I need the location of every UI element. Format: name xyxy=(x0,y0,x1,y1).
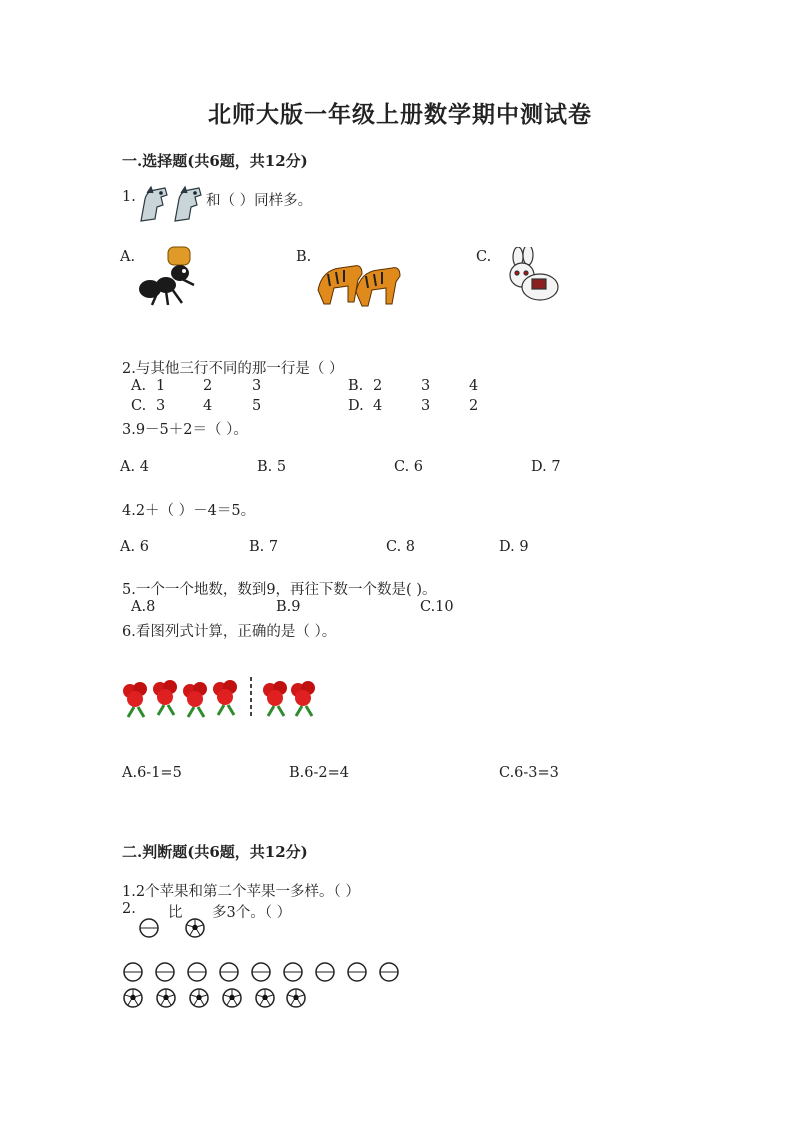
s2-q2-number: 2. xyxy=(122,901,136,917)
soccer-ball-icon xyxy=(256,989,274,1007)
page-title: 北师大版一年级上册数学期中测试卷 xyxy=(208,101,592,128)
beach-ball-icon xyxy=(316,963,334,981)
q2-row-c-n2: 4 xyxy=(203,398,213,414)
s2-q2-word2: 多3个。（ ） xyxy=(212,905,292,921)
beach-ball-icon xyxy=(284,963,302,981)
ant-icon xyxy=(139,247,194,305)
q2-row-d-n2: 3 xyxy=(421,398,431,414)
rabbit-image xyxy=(496,247,566,309)
soccer-ball-icon xyxy=(184,917,206,939)
q4-option-b: B. 7 xyxy=(249,539,279,555)
q2-row-b-n2: 3 xyxy=(421,378,431,394)
beach-ball-icon xyxy=(220,963,238,981)
rabbit-icon xyxy=(510,247,558,300)
q4-text: 4.2＋（ ）－4＝5。 xyxy=(122,503,256,519)
q5-option-c: C.10 xyxy=(420,599,454,615)
soccer-ball-icon xyxy=(287,989,305,1007)
soccer-ball-icon xyxy=(190,989,208,1007)
q4-option-a: A. 6 xyxy=(120,539,149,555)
beach-ball-icon xyxy=(380,963,398,981)
rose-icon xyxy=(213,680,237,715)
rose-icon xyxy=(263,681,287,716)
soccer-ball-row xyxy=(122,986,310,1010)
q2-row-d-n3: 2 xyxy=(469,398,479,414)
s2-q1-text: 1.2个苹果和第二个苹果一多样。（ ） xyxy=(122,884,360,900)
beach-ball-icon xyxy=(252,963,270,981)
tigers-image xyxy=(314,250,404,310)
rose-icon xyxy=(291,681,315,716)
q6-option-b: B.6-2=4 xyxy=(289,765,349,781)
q2-row-a-label: A. xyxy=(131,378,147,394)
horses-image xyxy=(137,185,205,225)
horse-icon xyxy=(175,187,201,221)
q3-option-c: C. 6 xyxy=(394,459,424,475)
q2-row-b-n3: 4 xyxy=(469,378,479,394)
q1-option-a: A. xyxy=(120,249,136,265)
q5-text: 5.一个一个地数，数到9，再往下数一个数是( )。 xyxy=(122,582,437,598)
q2-row-b-label: B. xyxy=(348,378,364,394)
q2-row-a-n3: 3 xyxy=(252,378,262,394)
q2-row-b-n1: 2 xyxy=(373,378,383,394)
beach-ball-row xyxy=(122,960,404,984)
tiger-icon xyxy=(356,268,400,306)
q1-text: 和（ ）同样多。 xyxy=(206,193,313,209)
q2-text: 2.与其他三行不同的那一行是（ ） xyxy=(122,361,344,377)
q2-row-d-label: D. xyxy=(348,398,364,414)
q2-row-c-n1: 3 xyxy=(156,398,166,414)
q6-option-c: C.6-3=3 xyxy=(499,765,559,781)
rose-icon xyxy=(183,682,207,717)
horse-icon xyxy=(141,187,167,221)
q3-option-a: A. 4 xyxy=(120,459,149,475)
section-1-heading: 一.选择题(共6题，共12分) xyxy=(122,152,308,170)
q3-option-b: B. 5 xyxy=(257,459,287,475)
q6-text: 6.看图列式计算，正确的是（ ）。 xyxy=(122,624,337,640)
q4-option-d: D. 9 xyxy=(499,539,529,555)
q1-option-c: C. xyxy=(476,249,492,265)
rose-icon xyxy=(153,680,177,715)
q3-text: 3.9－5＋2＝（ ）。 xyxy=(122,422,248,438)
beach-ball-icon xyxy=(348,963,366,981)
q2-row-d-n1: 4 xyxy=(373,398,383,414)
section-2-heading: 二.判断题(共6题，共12分) xyxy=(122,843,308,861)
q2-row-c-label: C. xyxy=(131,398,147,414)
beach-ball-icon xyxy=(138,917,160,939)
tiger-icon xyxy=(318,266,362,304)
q3-option-d: D. 7 xyxy=(531,459,561,475)
q5-option-b: B.9 xyxy=(276,599,301,615)
q6-option-a: A.6-1=5 xyxy=(122,765,182,781)
roses-image xyxy=(120,673,326,719)
q2-row-a-n1: 1 xyxy=(156,378,166,394)
soccer-ball-icon xyxy=(157,989,175,1007)
beach-ball-icon xyxy=(188,963,206,981)
q5-option-a: A.8 xyxy=(131,599,156,615)
soccer-ball-icon xyxy=(124,989,142,1007)
beach-ball-icon xyxy=(156,963,174,981)
ant-image xyxy=(138,245,208,311)
rose-icon xyxy=(123,682,147,717)
s2-q2-word1: 比 xyxy=(168,905,183,921)
beach-ball-icon xyxy=(124,963,142,981)
q1-number: 1. xyxy=(122,189,136,205)
q1-option-b: B. xyxy=(296,249,312,265)
q2-row-c-n3: 5 xyxy=(252,398,262,414)
soccer-ball-icon xyxy=(223,989,241,1007)
q2-row-a-n2: 2 xyxy=(203,378,213,394)
q4-option-c: C. 8 xyxy=(386,539,416,555)
